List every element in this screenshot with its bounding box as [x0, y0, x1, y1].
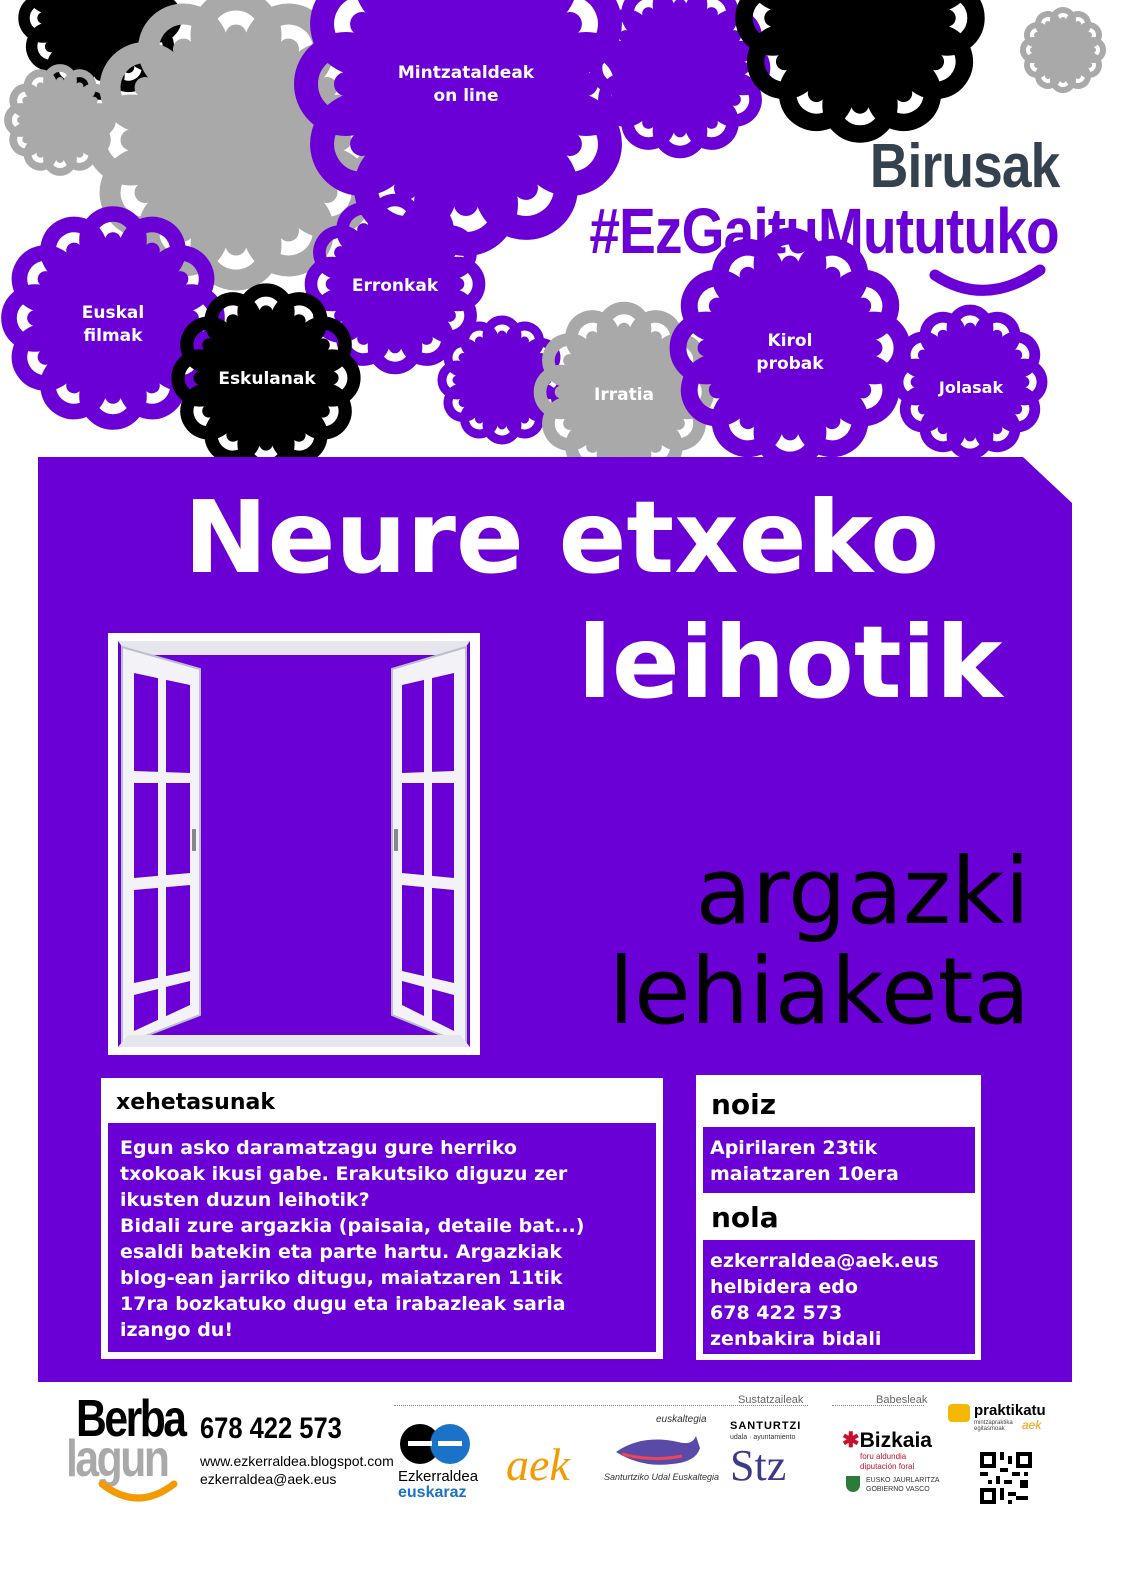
virus-label-erronkak: Erronkak — [351, 276, 439, 296]
virus-label-eskulanak: Eskulanak — [218, 369, 316, 389]
sponsors-label: Sustatzaileak — [738, 1394, 804, 1406]
bizkaia-sub1: foru aldundia — [860, 1452, 907, 1461]
berbalagun-logo-top: Berba — [76, 1390, 185, 1448]
praktikatu-sub: mintzapraktika egitasmoak — [974, 1420, 1013, 1432]
gobierno-shield-icon — [846, 1476, 860, 1492]
virus-label-irratia: Irratia — [594, 385, 654, 405]
ezkerraldea-name: Ezkerraldea — [398, 1468, 479, 1485]
bizkaia-logo — [842, 1428, 932, 1453]
bizkaia-name: Bizkaia — [859, 1429, 932, 1452]
title-line-2: leihotik — [577, 604, 1003, 721]
hashtag-title: #EzGaituMututuko — [589, 195, 1059, 267]
when-text: Apirilaren 23tik maiatzaren 10era — [703, 1127, 975, 1193]
praktikatu-bubble-icon — [948, 1404, 970, 1422]
brand-title: Birusak — [869, 132, 1059, 201]
virus-label-mintzataldeak: Mintzataldeak on line — [397, 63, 535, 106]
aek-logo: aek — [506, 1439, 570, 1490]
subtitle-line-1: argazki — [695, 838, 1030, 945]
berbalagun-logo-bottom: lagun — [66, 1430, 168, 1488]
ezkerraldea-sub: euskaraz — [398, 1484, 467, 1501]
santurtzi-name: SANTURTZI — [730, 1420, 802, 1432]
footer-email-link[interactable]: ezkerraldea@aek.eus — [200, 1471, 337, 1487]
supporters-label: Babesleak — [876, 1394, 928, 1406]
qr-code-icon[interactable] — [980, 1452, 1032, 1504]
gobierno-line2: GOBIERNO VASCO — [866, 1486, 930, 1493]
praktikatu-logo: praktikatu — [974, 1402, 1046, 1419]
details-text: Egun asko daramatzagu gure herriko txokoak ikusi gabe. Erakutsiko diguzu zer ikusten duzun leihotik? Bidali zure argazkia (paisaia, detaile bat...) esaldi batekin eta parte hartu. Argazkiak blog-ean jarriko ditugu, maiatzaren 11tik 17ra bozkatuko dugu eta irabazleak saria izango du! — [108, 1123, 656, 1352]
euskaltegia-top: euskaltegia — [656, 1414, 707, 1425]
title-line-1: Neure etxeko — [183, 479, 940, 596]
santurtzi-sub: udala · ayuntamiento — [730, 1434, 796, 1441]
virus-label-kirol-probak: Kirol probak — [756, 331, 824, 374]
stz-logo: Stz — [730, 1441, 787, 1490]
virus-label-euskal-filmak: Euskal filmak — [81, 303, 145, 346]
whale-logo-icon — [612, 1428, 702, 1470]
when-heading: noiz — [711, 1088, 777, 1121]
footer-web-link[interactable]: www.ezkerraldea.blogspot.com — [200, 1453, 394, 1469]
ezkerraldea-logo-icon — [398, 1420, 478, 1466]
euskaltegia-bottom: Santurtziko Udal Euskaltegia — [604, 1472, 720, 1482]
virus-label-jolasak: Jolasak — [938, 378, 1004, 397]
bizkaia-mark-icon: ✱ — [842, 1429, 860, 1452]
subtitle-line-2: lehiaketa — [608, 938, 1030, 1045]
open-window-illustration — [108, 633, 480, 1055]
berbalagun-smile-icon — [96, 1478, 180, 1508]
details-heading: xehetasunak — [116, 1090, 275, 1115]
how-heading: nola — [711, 1201, 779, 1234]
bizkaia-sub2: diputación foral — [860, 1462, 915, 1471]
footer-phone: 678 422 573 — [200, 1412, 342, 1445]
praktikatu-aek: aek — [1022, 1418, 1042, 1432]
how-text: ezkerraldea@aek.eus helbidera edo 678 422 573 zenbakira bidali — [703, 1240, 975, 1354]
gobierno-line1: EUSKO JAURLARITZA — [866, 1477, 940, 1484]
